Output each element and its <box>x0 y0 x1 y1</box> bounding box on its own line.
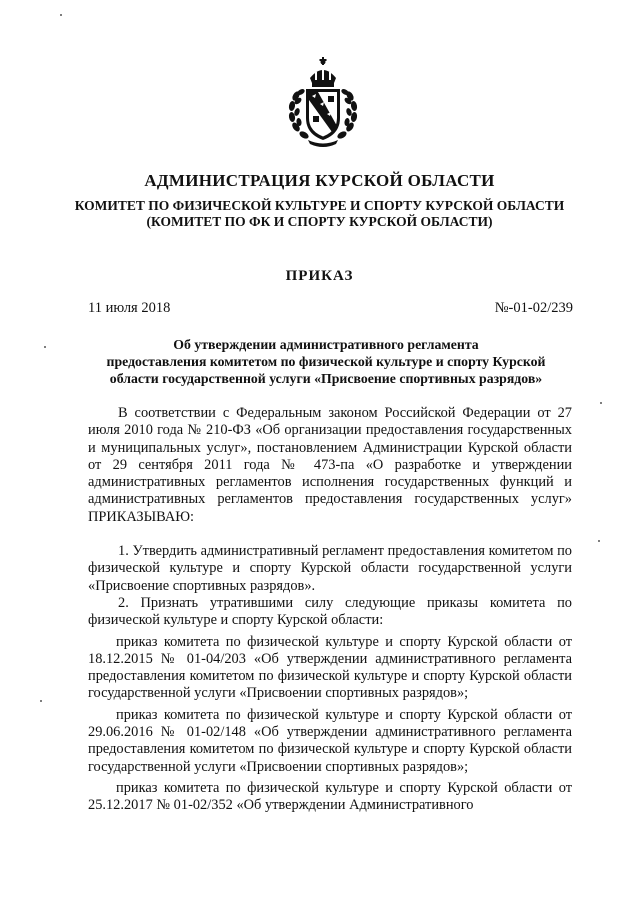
repealed-order-3: приказ комитета по физической культуре и спорту Курской области от 25.12.2017 № 01-02/352 «Об утверждении Административного <box>88 779 572 814</box>
repealed-order-1: приказ комитета по физической культуре и спорту Курской области от 18.12.2015 № 01-04/203 «Об утверждении административного регламента предоставления комитетом по физической культуре и спорту Курской области государственной услуги «Присвоении спортивных разрядов»; <box>88 633 572 702</box>
subject-line: области государственной услуги «Присвоение спортивных разрядов» <box>109 371 543 386</box>
document-body <box>88 405 572 815</box>
scan-speck <box>598 540 600 542</box>
scan-speck <box>600 402 602 404</box>
subject-line: Об утверждении административного регламента <box>173 337 479 352</box>
subject-line: предоставления комитетом по физической культуре и спорту Курской <box>106 354 546 369</box>
document-number: №-01-02/239 <box>494 300 573 316</box>
item-1-paragraph: 1. Утвердить административный регламент предоставления комитетом по физической культуре и спорту Курской области государственной услуги «Присвоение спортивных разрядов». <box>88 543 572 594</box>
item-2-paragraph: 2. Признать утратившими силу следующие приказы комитета по физической культуре и спорту Курской области: <box>88 594 572 629</box>
scan-speck <box>44 346 46 348</box>
scan-speck <box>40 700 42 702</box>
committee-full-name: КОМИТЕТ ПО ФИЗИЧЕСКОЙ КУЛЬТУРЕ И СПОРТУ КУРСКОЙ ОБЛАСТИ <box>74 198 565 213</box>
kursk-region-coat-of-arms-icon <box>282 56 364 148</box>
administration-title: АДМИНИСТРАЦИЯ КУРСКОЙ ОБЛАСТИ <box>144 171 495 190</box>
committee-short-name: (КОМИТЕТ ПО ФК И СПОРТУ КУРСКОЙ ОБЛАСТИ) <box>146 214 493 229</box>
preamble-paragraph: В соответствии с Федеральным законом Российской Федерации от 27 июля 2010 года № 210-ФЗ «Об организации предоставления государственных и муниципальных услуг», постановлением Администрации Курской области от 29 сентября 2011 года № 473-па «О разработке и утверждении административных регламентов исполнения государственных функций и административных регламентов предоставления государственных услуг» ПРИКАЗЫВАЮ: <box>88 405 572 525</box>
document-subject <box>76 336 576 387</box>
scan-speck <box>60 14 62 16</box>
document-type-heading: ПРИКАЗ <box>285 268 354 284</box>
document-date: 11 июля 2018 <box>88 300 171 316</box>
repealed-order-2: приказ комитета по физической культуре и спорту Курской области от 29.06.2016 № 01-02/148 «Об утверждении административного регламента предоставления комитетом по физической культуре и спорту Курской области государственной услуги «Присвоении спортивных разрядов»; <box>88 706 572 775</box>
